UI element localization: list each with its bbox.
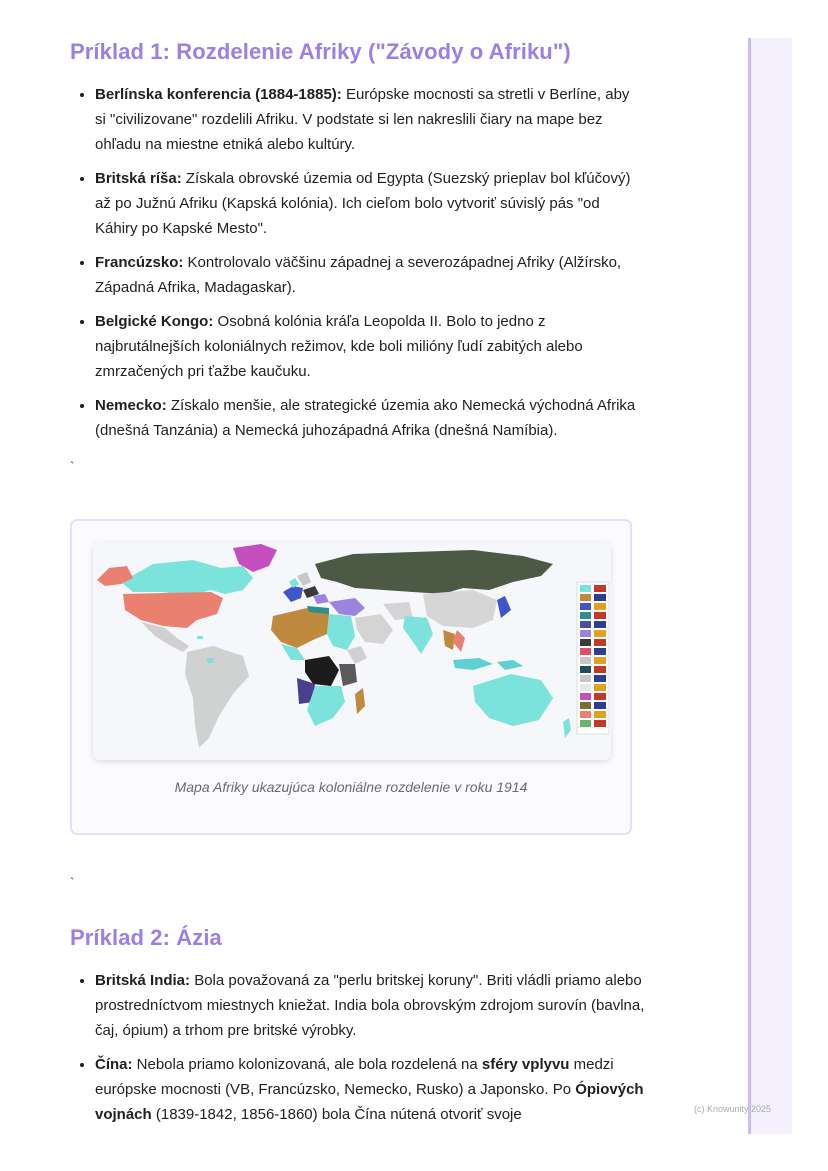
item-term: Belgické Kongo:: [95, 313, 214, 330]
item-text: Získala obrovské územia od Egypta (Suezský prieplav bol kľúčový) až po Južnú Afriku (Kapská kolónia). Ich cieľom bolo vytvoriť súvislý pás "od Káhiry po Kapské Mesto".: [95, 170, 631, 237]
right-margin-rule: [748, 38, 751, 1134]
legend-flag-icon: [594, 594, 606, 601]
stray-backtick: `: [70, 875, 75, 890]
section-2-title: Príklad 2: Ázia: [70, 925, 222, 950]
legend-swatch: [580, 711, 591, 718]
stray-backtick: `: [70, 459, 75, 474]
legend-swatch: [580, 693, 591, 700]
legend-swatch: [580, 585, 591, 592]
item-term: Britská ríša:: [95, 170, 182, 187]
map-caption: Mapa Afriky ukazujúca koloniálne rozdelenie v roku 1914: [174, 779, 528, 795]
list-item: [95, 1052, 645, 1127]
section-1-title: Príklad 1: Rozdelenie Afriky ("Závody o Afriku"): [70, 39, 571, 64]
legend-flag-icon: [594, 630, 606, 637]
item-term: Čína:: [95, 1056, 133, 1073]
legend-flag-icon: [594, 666, 606, 673]
item-text: Európske mocnosti sa stretli v Berlíne, aby si "civilizovane" rozdelili Afriku. V podstate si len nakreslili čiary na mape bez ohľadu na miestne etniká alebo kultúry.: [95, 86, 630, 153]
map-figure: [70, 519, 632, 835]
item-text: Nebola priamo kolonizovaná, ale bola rozdelená na: [132, 1056, 482, 1073]
legend-swatch: [580, 675, 591, 682]
item-term: Francúzsko:: [95, 254, 184, 271]
section-1-list: [70, 82, 640, 443]
legend-swatch: [580, 666, 591, 673]
legend-flag-icon: [594, 621, 606, 628]
item-term: Britská India:: [95, 972, 191, 989]
legend-flag-icon: [594, 720, 606, 727]
legend-flag-icon: [594, 648, 606, 655]
legend-flag-icon: [594, 684, 606, 691]
legend-flag-icon: [594, 603, 606, 610]
legend-flag-icon: [594, 657, 606, 664]
legend-flag-icon: [594, 693, 606, 700]
item-term: Nemecko:: [95, 397, 167, 414]
legend-swatch: [580, 639, 591, 646]
item-text: (1839-1842, 1856-1860) bola Čína nútená otvoriť svoje: [151, 1106, 522, 1123]
list-item: [95, 309, 640, 384]
item-text: Bola považovaná za "perlu britskej koruny". Briti vládli priamo alebo prostredníctvom miestnych kniežat. India bola obrovským zdrojom surovín (bavlna, čaj, ópium) a trhom pre britské výrobky.: [95, 972, 645, 1039]
list-item: [95, 250, 640, 300]
legend-flag-icon: [594, 639, 606, 646]
legend-flag-icon: [594, 675, 606, 682]
world-map-graphic: [93, 542, 611, 760]
legend-swatch: [580, 612, 591, 619]
item-text: Osobná kolónia kráľa Leopolda II. Bolo to jedno z najbrutálnejších koloniálnych režimov, kde boli milióny ľudí zabitých alebo zmrzačených pri ťažbe kaučuku.: [95, 313, 583, 380]
item-term: Berlínska konferencia (1884-1885):: [95, 86, 342, 103]
section-2-list: [70, 968, 645, 1127]
legend-swatch: [580, 648, 591, 655]
colonial-world-map: [93, 542, 611, 760]
legend-swatch: [580, 630, 591, 637]
copyright-watermark: (c) Knowunity 2025: [694, 1104, 772, 1114]
item-text: medzi európske mocnosti (VB, Francúzsko, Nemecko, Rusko) a Japonsko. Po: [95, 1056, 614, 1098]
item-emphasis: sféry vplyvu: [481, 1056, 570, 1073]
legend-swatch: [580, 684, 591, 691]
right-margin-panel: [748, 38, 792, 1134]
legend-swatch: [580, 702, 591, 709]
legend-flag-icon: [594, 711, 606, 718]
item-text: Získalo menšie, ale strategické územia ako Nemecká východná Afrika (dnešná Tanzánia) a Nemecká juhozápadná Afrika (dnešná Namíbia).: [95, 397, 636, 439]
legend-flag-icon: [594, 612, 606, 619]
item-emphasis: Ópiových vojnách: [95, 1081, 644, 1123]
section-1: [70, 36, 640, 452]
item-text: Kontrolovalo väčšinu západnej a severozápadnej Afriky (Alžírsko, Západná Afrika, Madagaskar).: [95, 254, 622, 296]
section-2: [70, 922, 645, 1136]
legend-swatch: [580, 594, 591, 601]
legend-swatch: [580, 657, 591, 664]
list-item: [95, 166, 640, 241]
legend-flag-icon: [594, 702, 606, 709]
legend-swatch: [580, 603, 591, 610]
list-item: [95, 968, 645, 1043]
list-item: [95, 393, 640, 443]
list-item: [95, 82, 640, 157]
legend-swatch: [580, 621, 591, 628]
legend-flag-icon: [594, 585, 606, 592]
legend-swatch: [580, 720, 591, 727]
